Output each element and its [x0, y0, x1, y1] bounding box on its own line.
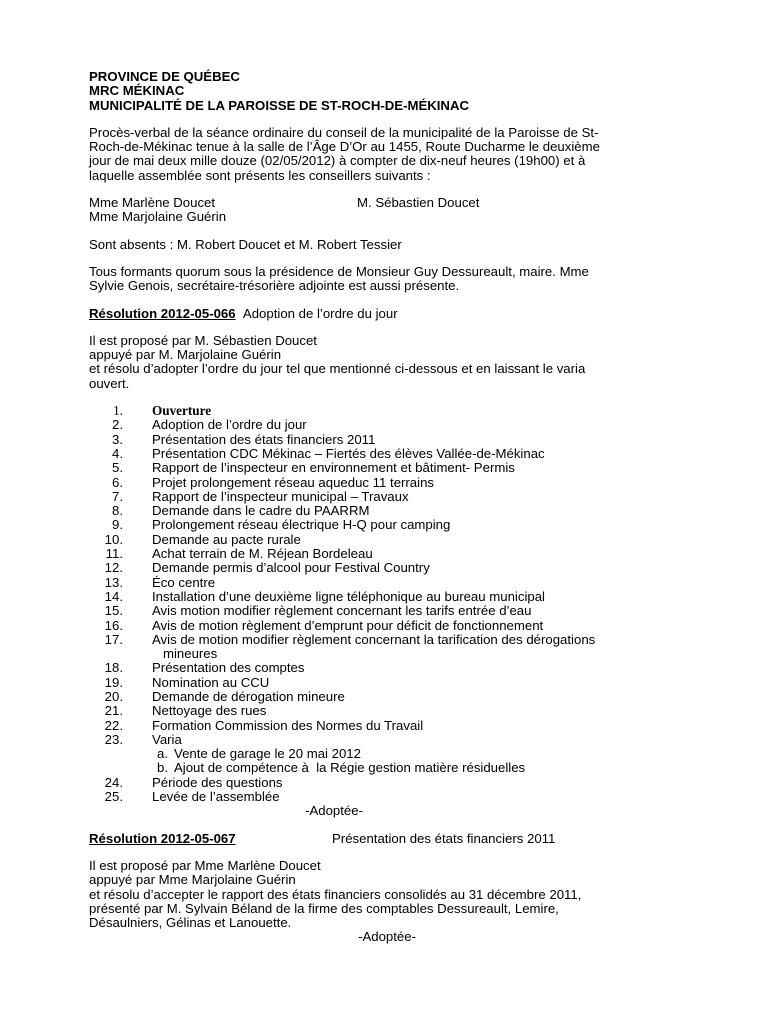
agenda-item [89, 733, 689, 747]
agenda-item [89, 404, 689, 418]
resolution-066-body [89, 334, 689, 391]
agenda-item-number: 25. [104, 789, 123, 805]
agenda-item [89, 719, 689, 733]
absent-members: Sont absents : M. Robert Doucet et M. Robert Tessier [89, 236, 402, 252]
varia-item-text: Ajout de compétence à la Régie gestion matière résiduelles [174, 760, 526, 776]
agenda-item-text: Période des questions [152, 774, 283, 790]
agenda-item [89, 547, 689, 561]
agenda-item [89, 704, 689, 718]
agenda-item-number: 20. [104, 688, 123, 704]
varia-item-text: Vente de garage le 20 mai 2012 [174, 746, 361, 762]
agenda-item-number: 11. [105, 546, 123, 562]
resolution-067-heading [89, 832, 689, 846]
agenda-item-number: 17. [104, 631, 123, 647]
agenda-list [89, 404, 689, 747]
varia-sublist [89, 747, 689, 776]
agenda-item-text: Avis de motion modifier règlement concernant la tarification des dérogations [152, 631, 596, 647]
varia-item [89, 747, 689, 761]
agenda-item-text: Ouverture [152, 403, 212, 419]
quorum-paragraph [89, 265, 689, 294]
agenda-item [89, 647, 689, 661]
agenda-item-text: Rapport de l’inspecteur municipal – Travaux [152, 488, 409, 504]
adopted-mark: -Adoptée- [358, 929, 416, 945]
agenda-item-number: 24. [104, 774, 123, 790]
agenda-item-text: Présentation des états financiers 2011 [152, 431, 376, 447]
agenda-item-text: Avis motion modifier règlement concernant les tarifs entrée d’eau [152, 603, 532, 619]
agenda-item [89, 590, 689, 604]
agenda-item-text: Demande de dérogation mineure [152, 688, 345, 704]
document-body [89, 70, 689, 945]
resolution-067-body [89, 859, 689, 930]
agenda-item-text: Varia [152, 731, 182, 747]
agenda-item-number: 14. [104, 588, 123, 604]
agenda-item [89, 633, 689, 647]
agenda-item-text: Levée de l’assemblée [152, 789, 280, 805]
agenda-item-text: Nettoyage des rues [152, 703, 267, 719]
agenda-item-text: Demande permis d’alcool pour Festival Country [152, 560, 430, 576]
agenda-item-number: 3. [112, 431, 123, 447]
agenda-item-number: 5. [112, 460, 123, 476]
resolution-line: Il est proposé par M. Sébastien Doucet [89, 332, 317, 348]
agenda-item-number: 21. [104, 703, 123, 719]
agenda-item [89, 690, 689, 704]
header-province: PROVINCE DE QUÉBEC [89, 69, 240, 84]
agenda-item-number: 12. [104, 560, 123, 576]
agenda-item-text: Installation d’une deuxième ligne téléphonique au bureau municipal [152, 588, 545, 604]
agenda-item [89, 561, 689, 575]
agenda-item [89, 476, 689, 490]
resolution-line: Désaulniers, Gélinas et Lanouette. [89, 915, 292, 931]
agenda-item-text: Présentation des comptes [152, 660, 305, 676]
attendee: Mme Marjolaine Guérin [89, 209, 227, 225]
agenda-item [89, 418, 689, 432]
header-municipality: MUNICIPALITÉ DE LA PAROISSE DE ST-ROCH-DE-MÉKINAC [89, 97, 470, 113]
agenda-item-number: 6. [112, 474, 123, 490]
agenda-item-number: 18. [104, 660, 123, 676]
agenda-item-number: 10. [104, 531, 123, 547]
agenda-item-text: Rapport de l’inspecteur en environnement et bâtiment- Permis [152, 460, 515, 476]
agenda-item-number: 23. [104, 731, 123, 747]
resolution-line: et résolu d’accepter le rapport des états financiers consolidés au 31 décembre 2011, [89, 886, 582, 902]
agenda-item [89, 490, 689, 504]
agenda-list-end [89, 776, 689, 805]
agenda-item-number: 13. [104, 574, 123, 590]
adopted-mark: -Adoptée- [305, 803, 363, 819]
agenda-item-number: 16. [104, 617, 123, 633]
agenda-item [89, 433, 689, 447]
intro-line: laquelle assemblée sont présents les conseillers suivants : [89, 167, 431, 183]
agenda-item-number: 7. [112, 488, 123, 504]
resolution-title: Adoption de l’ordre du jour [242, 305, 398, 321]
agenda-item [89, 447, 689, 461]
agenda-item-text: Achat terrain de M. Réjean Bordeleau [152, 546, 373, 562]
agenda-item [89, 518, 689, 532]
agenda-item-number: 8. [112, 503, 123, 519]
resolution-title: Présentation des états financiers 2011 [332, 830, 556, 846]
agenda-item-number: 4. [112, 445, 123, 461]
agenda-item [89, 619, 689, 633]
agenda-item-text: Projet prolongement réseau aqueduc 11 terrains [152, 474, 434, 490]
agenda-item-text: Présentation CDC Mékinac – Fiertés des élèves Vallée-de-Mékinac [152, 445, 545, 461]
agenda-item-text: mineures [152, 646, 218, 662]
agenda-item-number: 9. [112, 517, 123, 533]
resolution-line: présenté par M. Sylvain Béland de la firme des comptables Dessureault, Lemire, [89, 900, 559, 916]
agenda-item [89, 533, 689, 547]
agenda-item-number [89, 647, 152, 661]
quorum-line: Tous formants quorum sous la présidence de Monsieur Guy Dessureault, maire. Mme [89, 263, 589, 279]
quorum-line: Sylvie Genois, secrétaire-trésorière adjointe est aussi présente. [89, 278, 460, 294]
intro-line: Procès-verbal de la séance ordinaire du conseil de la municipalité de la Paroisse de St- [89, 124, 599, 140]
agenda-item [89, 661, 689, 675]
agenda-item [89, 676, 689, 690]
resolution-line: ouvert. [89, 375, 130, 391]
agenda-item [89, 790, 689, 804]
agenda-item-text: Éco centre [152, 574, 216, 590]
intro-line: jour de mai deux mille douze (02/05/2012) à compter de dix-neuf heures (19h00) et à [89, 153, 586, 169]
resolution-line: Il est proposé par Mme Marlène Doucet [89, 857, 321, 873]
resolution-066-heading [89, 307, 689, 321]
agenda-item [89, 461, 689, 475]
agenda-item-text: Avis de motion règlement d’emprunt pour déficit de fonctionnement [152, 617, 544, 633]
agenda-item-number: 1. [113, 403, 123, 419]
resolution-line: appuyé par M. Marjolaine Guérin [89, 347, 282, 363]
attendees [89, 196, 689, 225]
varia-item [89, 761, 689, 775]
intro-line: Roch-de-Mékinac tenue à la salle de l’Âge D’Or au 1455, Route Ducharme le deuxième [89, 139, 600, 155]
agenda-item-text: Demande au pacte rurale [152, 531, 301, 547]
agenda-item-number: 2. [112, 417, 123, 433]
resolution-number: Résolution 2012-05-067 [89, 830, 236, 846]
agenda-item-number: 19. [104, 674, 123, 690]
agenda-item [89, 776, 689, 790]
resolution-number: Résolution 2012-05-066 [89, 305, 236, 321]
resolution-line: et résolu d’adopter l’ordre du jour tel que mentionné ci-dessous et en laissant le varia [89, 361, 586, 377]
agenda-item [89, 576, 689, 590]
agenda-item-number: 22. [104, 717, 123, 733]
document-header [89, 70, 689, 113]
agenda-item-text: Adoption de l’ordre du jour [152, 417, 307, 433]
agenda-item [89, 504, 689, 518]
intro-paragraph [89, 126, 689, 183]
agenda-item-text: Demande dans le cadre du PAARRM [152, 503, 370, 519]
agenda-item-number: 15. [104, 603, 123, 619]
agenda-item-text: Formation Commission des Normes du Travail [152, 717, 424, 733]
header-mrc: MRC MÉKINAC [89, 83, 185, 99]
varia-item-letter: a. [157, 746, 168, 762]
agenda-item-text: Prolongement réseau électrique H-Q pour camping [152, 517, 451, 533]
attendee: Mme Marlène Doucet [89, 195, 216, 211]
varia-item-letter: b. [157, 760, 168, 776]
agenda-item [89, 604, 689, 618]
attendee: M. Sébastien Doucet [357, 195, 480, 211]
agenda-item-text: Nomination au CCU [152, 674, 270, 690]
resolution-line: appuyé par Mme Marjolaine Guérin [89, 872, 296, 888]
